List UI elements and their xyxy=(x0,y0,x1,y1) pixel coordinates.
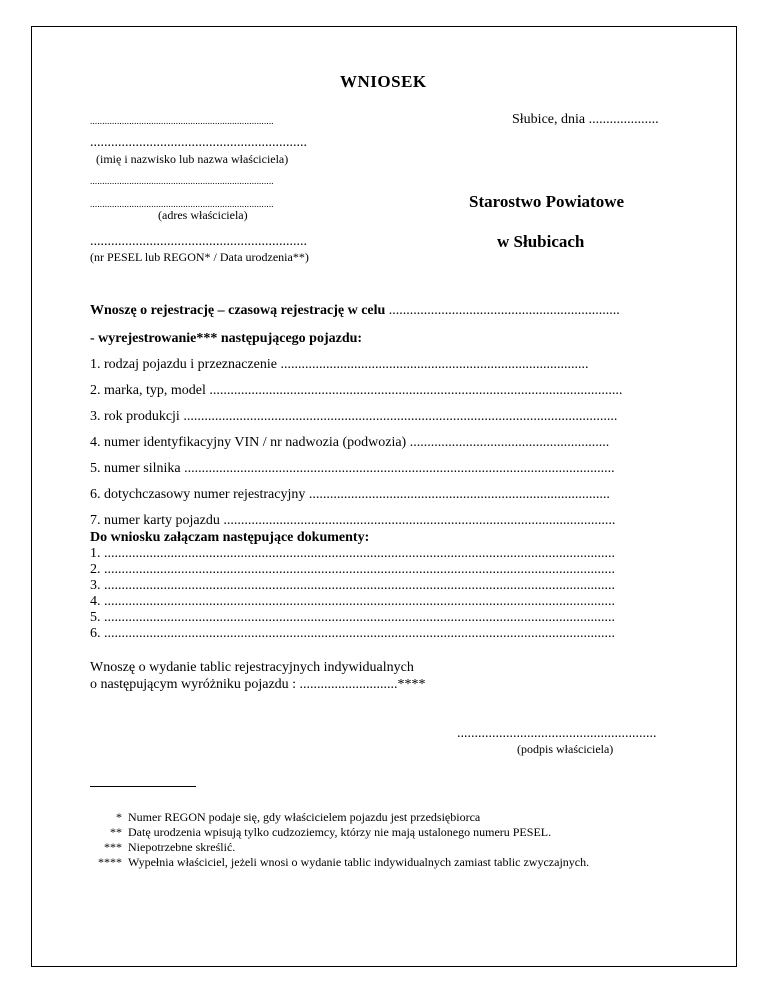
documents-heading: Do wniosku załączam następujące dokumenty: xyxy=(90,530,370,545)
document-item[interactable]: 1. .................................................................................................................................................. xyxy=(90,546,615,561)
recipient-city: w Słubicach xyxy=(497,232,585,251)
footnote-mark: *** xyxy=(104,840,122,854)
field-make-model[interactable] xyxy=(90,383,676,399)
request-registration-text: Wnoszę o rejestrację – czasową rejestrację w celu xyxy=(90,303,386,318)
footnote-mark: * xyxy=(116,810,122,824)
place-date[interactable]: Słubice, dnia .................... xyxy=(512,112,659,127)
field-production-year[interactable] xyxy=(90,409,676,425)
owner-address-field-2[interactable]: ........................................................................... xyxy=(90,199,274,209)
field-label: 3. rok produkcji xyxy=(90,409,180,424)
field-label: 5. numer silnika xyxy=(90,461,181,476)
field-label: 2. marka, typ, model xyxy=(90,383,206,398)
footnote-text: Wypełnia właściciel, jeżeli wnosi o wydanie tablic indywidualnych zamiast tablic zwyczajnych. xyxy=(128,855,590,869)
document-item[interactable]: 2. .................................................................................................................................................. xyxy=(90,562,615,577)
footnote-text: Numer REGON podaje się, gdy właścicielem pojazdu jest przedsiębiorca xyxy=(128,810,481,824)
page-title: WNIOSEK xyxy=(340,72,427,91)
owner-address-field-1[interactable]: ........................................................................... xyxy=(90,176,274,186)
owner-dots-top[interactable]: ........................................................................... xyxy=(90,116,274,126)
request-purpose-field[interactable]: .................................................................. xyxy=(385,303,620,318)
field-previous-registration[interactable] xyxy=(90,487,676,503)
footnote-mark: ** xyxy=(110,825,122,839)
field-label: 4. numer identyfikacyjny VIN / nr nadwozia (podwozia) xyxy=(90,435,407,450)
recipient-office: Starostwo Powiatowe xyxy=(469,192,625,211)
footnote-text: Datę urodzenia wpisują tylko cudzoziemcy, którzy nie mają ustalonego numeru PESEL. xyxy=(128,825,552,839)
signature-caption: (podpis właściciela) xyxy=(517,742,614,756)
field-vehicle-card[interactable] xyxy=(90,513,676,529)
owner-name-caption: (imię i nazwisko lub nazwa właściciela) xyxy=(96,152,289,166)
field-dots[interactable]: ...................................................................................... xyxy=(305,487,610,502)
footnote-mark: **** xyxy=(98,855,122,869)
field-dots[interactable]: ........................................................................................................................... xyxy=(180,461,615,476)
document-item[interactable]: 4. .................................................................................................................................................. xyxy=(90,594,615,609)
field-engine-number[interactable] xyxy=(90,461,676,477)
field-dots[interactable]: ......................................................... xyxy=(406,435,610,450)
document-item[interactable]: 5. .................................................................................................................................................. xyxy=(90,610,615,625)
field-vin[interactable] xyxy=(90,435,676,451)
field-dots[interactable]: ................................................................................................................ xyxy=(219,513,616,528)
owner-id-field[interactable]: .............................................................. xyxy=(90,234,307,249)
plates-request-line-2[interactable]: o następującym wyróżniku pojazdu : ............................**** xyxy=(90,677,426,692)
document-item[interactable]: 3. .................................................................................................................................................. xyxy=(90,578,615,593)
footnote-text: Niepotrzebne skreślić. xyxy=(128,840,236,854)
field-label: 7. numer karty pojazdu xyxy=(90,513,220,528)
owner-id-caption: (nr PESEL lub REGON* / Data urodzenia**) xyxy=(90,250,309,264)
request-line-2: - wyrejestrowanie*** następującego pojazdu: xyxy=(90,331,363,346)
field-label: 1. rodzaj pojazdu i przeznaczenie xyxy=(90,357,277,372)
field-vehicle-type[interactable] xyxy=(90,357,676,373)
owner-address-caption: (adres właściciela) xyxy=(158,208,248,222)
footnote-separator xyxy=(90,786,196,787)
field-label: 6. dotychczasowy numer rejestracyjny xyxy=(90,487,306,502)
signature-field[interactable]: ......................................................... xyxy=(457,726,657,741)
owner-name-field[interactable]: .............................................................. xyxy=(90,135,307,150)
request-line-1 xyxy=(90,303,676,319)
plates-request-line-1: Wnoszę o wydanie tablic rejestracyjnych indywidualnych xyxy=(90,660,414,675)
document-item[interactable]: 6. .................................................................................................................................................. xyxy=(90,626,615,641)
field-dots[interactable]: ........................................................................................ xyxy=(276,357,589,372)
field-dots[interactable]: ............................................................................................................................ xyxy=(179,409,618,424)
field-dots[interactable]: ...................................................................................................................... xyxy=(205,383,623,398)
